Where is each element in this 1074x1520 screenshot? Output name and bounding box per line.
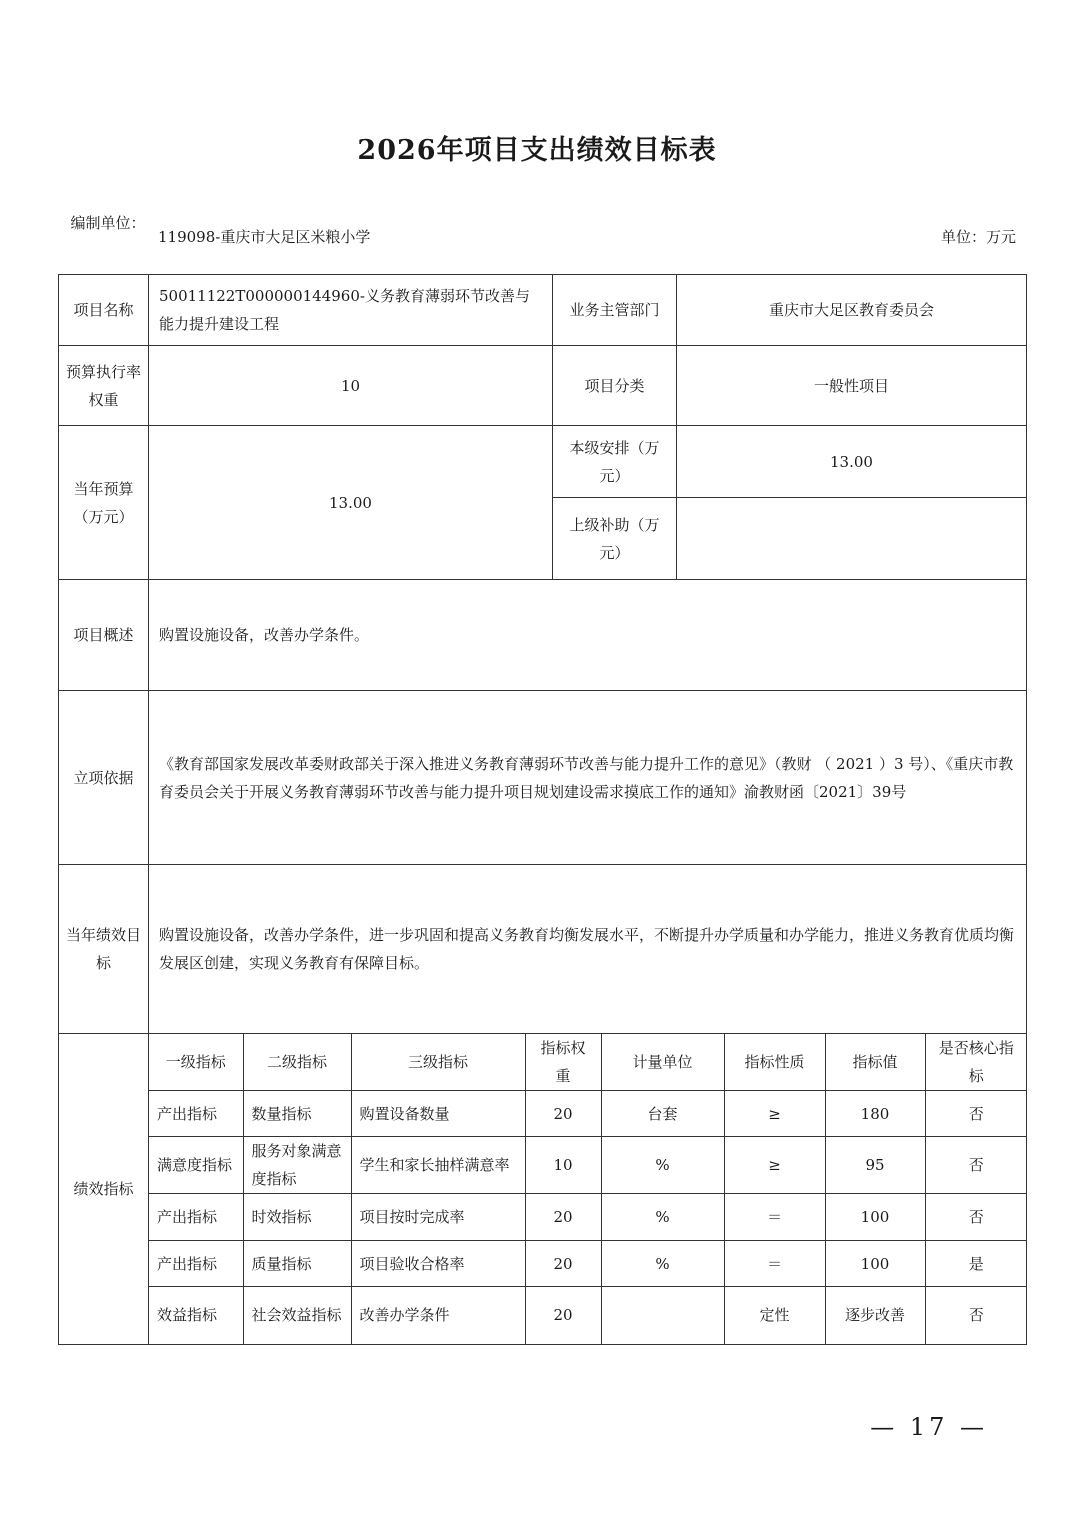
cell-level2: 服务对象满意度指标 (243, 1137, 351, 1194)
cell-weight: 20 (525, 1091, 601, 1137)
upper-value (677, 498, 1027, 580)
cell-nature: ＝ (724, 1241, 825, 1287)
cell-level1: 满意度指标 (149, 1137, 243, 1194)
money-unit: 单位：万元 (940, 228, 1016, 246)
cell-level3: 学生和家长抽样满意率 (351, 1137, 525, 1194)
cell-nature: ≥ (724, 1137, 825, 1194)
indicators-header-row (149, 1034, 1027, 1091)
cell-level3: 购置设备数量 (351, 1091, 525, 1137)
cell-level3: 项目验收合格率 (351, 1241, 525, 1287)
basis-value: 《教育部国家发展改革委财政部关于深入推进义务教育薄弱环节改善与能力提升工作的意见》（教财 （ 2021 ）3 号）、《重庆市教育委员会关于开展义务教育薄弱环节改善与能力提升项目规划建设需求摸底工作的通知》渝教财函〔2021〕39号 (149, 691, 1027, 865)
cell-level3: 改善办学条件 (351, 1287, 525, 1344)
cell-unit: % (601, 1194, 724, 1241)
overview-value: 购置设施设备，改善办学条件。 (149, 580, 1027, 691)
table-row (149, 1137, 1027, 1194)
cell-nature: ≥ (724, 1091, 825, 1137)
header-nature: 指标性质 (724, 1034, 825, 1091)
cell-nature: 定性 (724, 1287, 825, 1344)
cell-value: 100 (825, 1241, 925, 1287)
cell-level2: 社会效益指标 (243, 1287, 351, 1344)
cell-unit: 台套 (601, 1091, 724, 1137)
project-name-value: 50011122T000000144960-义务教育薄弱环节改善与能力提升建设工程 (149, 275, 553, 346)
row-budget (59, 426, 1027, 498)
cell-core: 是 (925, 1241, 1027, 1287)
basis-label: 立项依据 (59, 691, 149, 865)
budget-label: 当年预算（万元） (59, 426, 149, 580)
row-weight (59, 346, 1027, 426)
cell-value: 100 (825, 1194, 925, 1241)
cell-level2: 时效指标 (243, 1194, 351, 1241)
project-name-label: 项目名称 (59, 275, 149, 346)
cell-weight: 20 (525, 1194, 601, 1241)
category-label: 项目分类 (553, 346, 677, 426)
upper-label: 上级补助（万元） (553, 498, 677, 580)
header-core: 是否核心指标 (925, 1034, 1027, 1091)
local-value: 13.00 (677, 426, 1027, 498)
table-row (149, 1194, 1027, 1241)
cell-level1: 效益指标 (149, 1287, 243, 1344)
row-overview (59, 580, 1027, 691)
cell-core: 否 (925, 1137, 1027, 1194)
weight-label: 预算执行率权重 (59, 346, 149, 426)
row-project-name (59, 275, 1027, 346)
header-level3: 三级指标 (351, 1034, 525, 1091)
header-level1: 一级指标 (149, 1034, 243, 1091)
unit-value: 119098-重庆市大足区米粮小学 (158, 228, 371, 246)
header-weight: 指标权重 (525, 1034, 601, 1091)
cell-nature: ＝ (724, 1194, 825, 1241)
header-unit: 计量单位 (601, 1034, 724, 1091)
cell-value: 逐步改善 (825, 1287, 925, 1344)
row-goal (59, 865, 1027, 1034)
header-level2: 二级指标 (243, 1034, 351, 1091)
row-indicators (59, 1034, 1027, 1345)
cell-weight: 10 (525, 1137, 601, 1194)
weight-value: 10 (149, 346, 553, 426)
cell-core: 否 (925, 1194, 1027, 1241)
budget-value: 13.00 (149, 426, 553, 580)
unit-label: 编制单位： (70, 214, 146, 232)
cell-unit: % (601, 1241, 724, 1287)
cell-weight: 20 (525, 1241, 601, 1287)
table-row (149, 1091, 1027, 1137)
cell-unit: % (601, 1137, 724, 1194)
dept-value: 重庆市大足区教育委员会 (677, 275, 1027, 346)
row-basis (59, 691, 1027, 865)
table-row (149, 1241, 1027, 1287)
cell-value: 180 (825, 1091, 925, 1137)
cell-level2: 质量指标 (243, 1241, 351, 1287)
cell-core: 否 (925, 1287, 1027, 1344)
cell-level1: 产出指标 (149, 1241, 243, 1287)
performance-table (58, 274, 1027, 1345)
goal-label: 当年绩效目标 (59, 865, 149, 1034)
cell-level2: 数量指标 (243, 1091, 351, 1137)
table-row (149, 1287, 1027, 1344)
cell-level3: 项目按时完成率 (351, 1194, 525, 1241)
header-value: 指标值 (825, 1034, 925, 1091)
indicators-label: 绩效指标 (59, 1034, 149, 1345)
goal-value: 购置设施设备，改善办学条件，进一步巩固和提高义务教育均衡发展水平，不断提升办学质量和办学能力，推进义务教育优质均衡发展区创建，实现义务教育有保障目标。 (149, 865, 1027, 1034)
cell-core: 否 (925, 1091, 1027, 1137)
dept-label: 业务主管部门 (553, 275, 677, 346)
local-label: 本级安排（万元） (553, 426, 677, 498)
cell-level1: 产出指标 (149, 1194, 243, 1241)
cell-level1: 产出指标 (149, 1091, 243, 1137)
overview-label: 项目概述 (59, 580, 149, 691)
page-title: 2026年项目支出绩效目标表 (357, 135, 717, 166)
cell-unit (601, 1287, 724, 1344)
cell-value: 95 (825, 1137, 925, 1194)
page-number: — 17 — (870, 1413, 988, 1441)
indicators-table (149, 1034, 1027, 1344)
cell-weight: 20 (525, 1287, 601, 1344)
indicators-cell (149, 1034, 1027, 1345)
category-value: 一般性项目 (677, 346, 1027, 426)
